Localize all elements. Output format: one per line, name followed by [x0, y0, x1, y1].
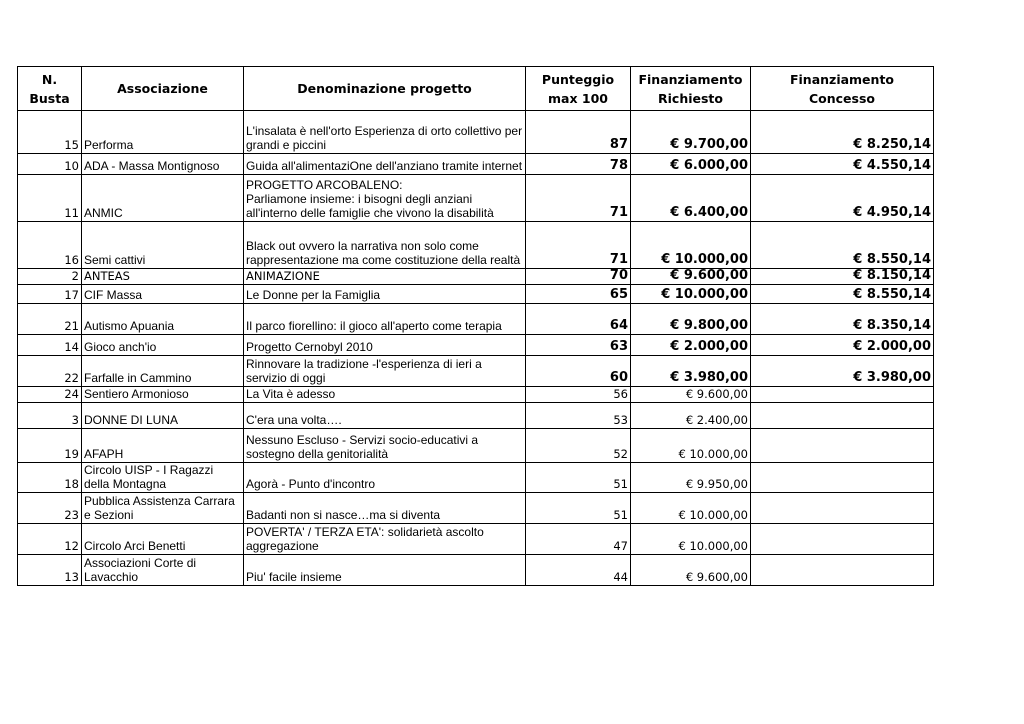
cell-progetto: Guida all'alimentaziOne dell'anziano tramite internet [244, 154, 526, 175]
cell-richiesto: € 10.000,00 [631, 222, 751, 269]
cell-richiesto: € 6.000,00 [631, 154, 751, 175]
cell-punteggio: 60 [526, 356, 631, 387]
cell-richiesto: € 2.000,00 [631, 335, 751, 356]
cell-busta: 21 [18, 304, 82, 335]
table-row [18, 429, 934, 463]
cell-punteggio: 71 [526, 175, 631, 222]
cell-punteggio: 47 [526, 524, 631, 555]
cell-progetto: ANIMAZIONE [244, 269, 526, 285]
cell-progetto: Il parco fiorellino: il gioco all'aperto come terapia [244, 304, 526, 335]
header-row [18, 67, 934, 111]
cell-progetto: Rinnovare la tradizione -l'esperienza di ieri a servizio di oggi [244, 356, 526, 387]
cell-associazione: Performa [82, 111, 244, 154]
cell-associazione: Circolo Arci Benetti [82, 524, 244, 555]
cell-associazione: Circolo UISP - I Ragazzi della Montagna [82, 463, 244, 493]
table-row [18, 111, 934, 154]
cell-associazione: ANMIC [82, 175, 244, 222]
cell-progetto: L'insalata è nell'orto Esperienza di orto collettivo per grandi e piccini [244, 111, 526, 154]
cell-concesso [751, 429, 934, 463]
cell-progetto: La Vita è adesso [244, 387, 526, 403]
cell-busta: 10 [18, 154, 82, 175]
cell-concesso [751, 524, 934, 555]
cell-busta: 15 [18, 111, 82, 154]
cell-punteggio: 64 [526, 304, 631, 335]
cell-richiesto: € 9.600,00 [631, 387, 751, 403]
cell-richiesto: € 10.000,00 [631, 524, 751, 555]
cell-concesso [751, 555, 934, 586]
cell-punteggio: 52 [526, 429, 631, 463]
cell-concesso [751, 463, 934, 493]
cell-associazione: AFAPH [82, 429, 244, 463]
cell-busta: 22 [18, 356, 82, 387]
cell-concesso: € 4.550,14 [751, 154, 934, 175]
cell-associazione: ADA - Massa Montignoso [82, 154, 244, 175]
cell-concesso [751, 493, 934, 524]
table-row [18, 356, 934, 387]
cell-concesso: € 8.550,14 [751, 222, 934, 269]
cell-progetto: PROGETTO ARCOBALENO: Parliamone insieme: i bisogni degli anziani all'interno delle famiglie che vivono la disabilità [244, 175, 526, 222]
table-row [18, 285, 934, 304]
cell-busta: 18 [18, 463, 82, 493]
cell-busta: 2 [18, 269, 82, 285]
cell-progetto: Progetto Cernobyl 2010 [244, 335, 526, 356]
cell-associazione: Semi cattivi [82, 222, 244, 269]
cell-concesso [751, 403, 934, 429]
cell-progetto: C'era una volta…. [244, 403, 526, 429]
cell-progetto: Nessuno Escluso - Servizi socio-educativi a sostegno della genitorialità [244, 429, 526, 463]
cell-progetto: Le Donne per la Famiglia [244, 285, 526, 304]
cell-richiesto: € 10.000,00 [631, 429, 751, 463]
cell-richiesto: € 9.600,00 [631, 269, 751, 285]
cell-punteggio: 51 [526, 493, 631, 524]
cell-richiesto: € 9.950,00 [631, 463, 751, 493]
header-richiesto: Finanziamento Richiesto [631, 67, 751, 111]
header-concesso: Finanziamento Concesso [751, 67, 934, 111]
cell-busta: 23 [18, 493, 82, 524]
cell-busta: 11 [18, 175, 82, 222]
cell-richiesto: € 10.000,00 [631, 285, 751, 304]
cell-associazione: DONNE DI LUNA [82, 403, 244, 429]
cell-richiesto: € 9.800,00 [631, 304, 751, 335]
header-progetto: Denominazione progetto [244, 67, 526, 111]
table-row [18, 335, 934, 356]
cell-associazione: Farfalle in Cammino [82, 356, 244, 387]
cell-busta: 12 [18, 524, 82, 555]
cell-concesso: € 2.000,00 [751, 335, 934, 356]
table-row [18, 222, 934, 269]
cell-busta: 24 [18, 387, 82, 403]
cell-busta: 17 [18, 285, 82, 304]
cell-concesso: € 8.350,14 [751, 304, 934, 335]
table-row [18, 403, 934, 429]
cell-punteggio: 70 [526, 269, 631, 285]
cell-punteggio: 87 [526, 111, 631, 154]
table-row [18, 269, 934, 285]
cell-concesso: € 3.980,00 [751, 356, 934, 387]
table-row [18, 175, 934, 222]
cell-progetto: Black out ovvero la narrativa non solo come rappresentazione ma come costituzione della realtà [244, 222, 526, 269]
table-row [18, 524, 934, 555]
header-punteggio: Punteggio max 100 [526, 67, 631, 111]
cell-busta: 3 [18, 403, 82, 429]
cell-associazione: Autismo Apuania [82, 304, 244, 335]
cell-punteggio: 51 [526, 463, 631, 493]
cell-busta: 16 [18, 222, 82, 269]
cell-richiesto: € 3.980,00 [631, 356, 751, 387]
cell-richiesto: € 6.400,00 [631, 175, 751, 222]
cell-punteggio: 63 [526, 335, 631, 356]
cell-richiesto: € 9.700,00 [631, 111, 751, 154]
cell-progetto: Badanti non si nasce…ma si diventa [244, 493, 526, 524]
cell-concesso [751, 387, 934, 403]
table-row [18, 154, 934, 175]
cell-busta: 14 [18, 335, 82, 356]
cell-concesso: € 8.250,14 [751, 111, 934, 154]
cell-associazione: ANTEAS [82, 269, 244, 285]
cell-associazione: Sentiero Armonioso [82, 387, 244, 403]
cell-concesso: € 8.150,14 [751, 269, 934, 285]
cell-richiesto: € 2.400,00 [631, 403, 751, 429]
cell-punteggio: 44 [526, 555, 631, 586]
table-row [18, 493, 934, 524]
cell-concesso: € 8.550,14 [751, 285, 934, 304]
table-row [18, 304, 934, 335]
cell-associazione: Gioco anch'io [82, 335, 244, 356]
funding-table [17, 66, 934, 586]
cell-punteggio: 78 [526, 154, 631, 175]
cell-punteggio: 56 [526, 387, 631, 403]
cell-associazione: Pubblica Assistenza Carrara e Sezioni [82, 493, 244, 524]
header-associazione: Associazione [82, 67, 244, 111]
cell-progetto: Agorà - Punto d'incontro [244, 463, 526, 493]
cell-busta: 19 [18, 429, 82, 463]
cell-punteggio: 71 [526, 222, 631, 269]
cell-richiesto: € 10.000,00 [631, 493, 751, 524]
cell-richiesto: € 9.600,00 [631, 555, 751, 586]
cell-progetto: Piu' facile insieme [244, 555, 526, 586]
cell-punteggio: 53 [526, 403, 631, 429]
cell-associazione: Associazioni Corte di Lavacchio [82, 555, 244, 586]
table-row [18, 555, 934, 586]
table-row [18, 387, 934, 403]
cell-concesso: € 4.950,14 [751, 175, 934, 222]
cell-punteggio: 65 [526, 285, 631, 304]
cell-progetto: POVERTA' / TERZA ETA': solidarietà ascolto aggregazione [244, 524, 526, 555]
table-row [18, 463, 934, 493]
cell-associazione: CIF Massa [82, 285, 244, 304]
header-busta: N. Busta [18, 67, 82, 111]
cell-busta: 13 [18, 555, 82, 586]
